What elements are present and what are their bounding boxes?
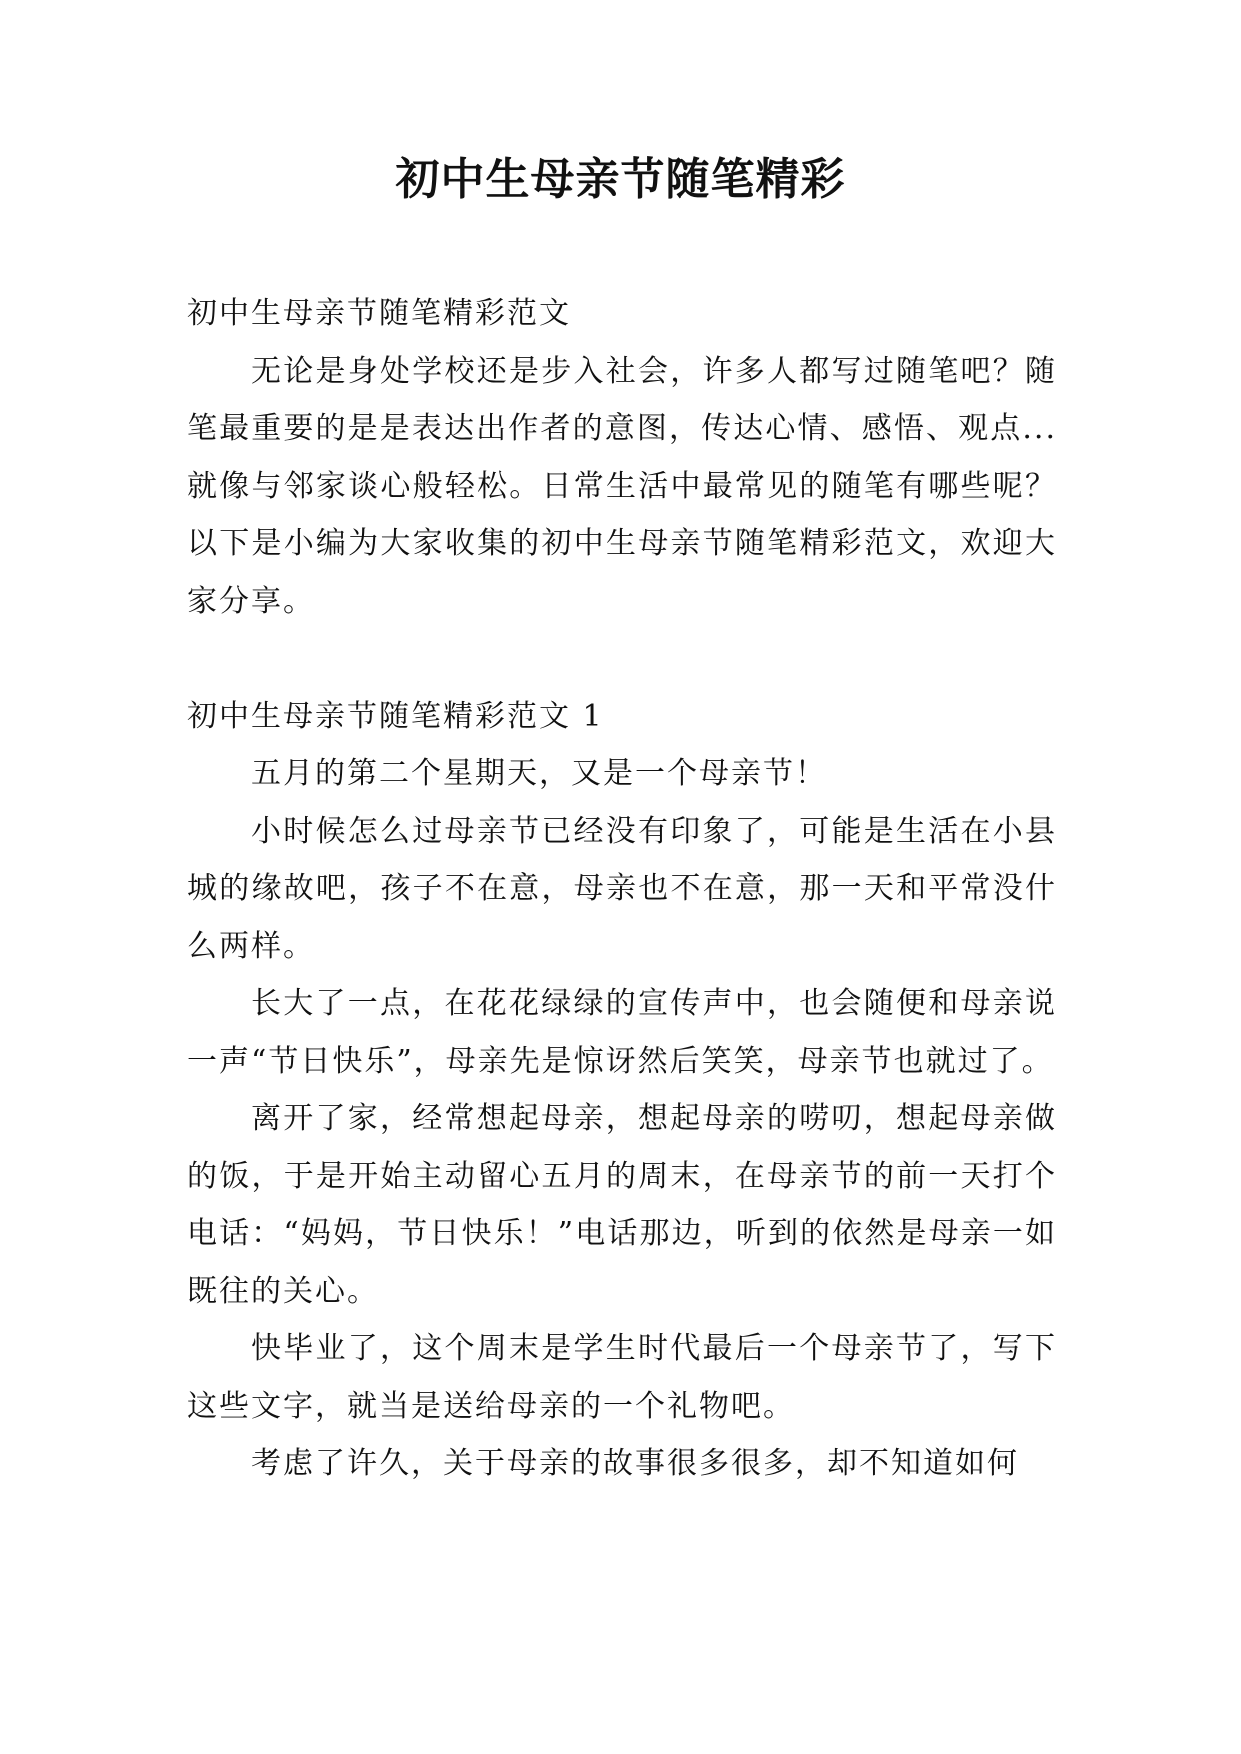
body-paragraph-1: 五月的第二个星期天，又是一个母亲节！ xyxy=(251,756,827,791)
document-body xyxy=(187,285,1057,1493)
body-paragraph-6: 考虑了许久，关于母亲的故事很多很多，却不知道如何 xyxy=(251,1446,1019,1481)
body-paragraph-4: 离开了家，经常想起母亲，想起母亲的唠叨，想起母亲做的饭，于是开始主动留心五月的周末，在母亲节的前一天打个电话：“妈妈，节日快乐！”电话那边，听到的依然是母亲一如既往的关心。 xyxy=(187,1101,1057,1309)
section-spacer xyxy=(187,630,1057,688)
body-paragraph-3: 长大了一点，在花花绿绿的宣传声中，也会随便和母亲说一声“节日快乐”，母亲先是惊讶然后笑笑，母亲节也就过了。 xyxy=(187,986,1057,1079)
body-paragraph-5: 快毕业了，这个周末是学生时代最后一个母亲节了，写下这些文字，就当是送给母亲的一个礼物吧。 xyxy=(187,1331,1057,1424)
intro-paragraph: 无论是身处学校还是步入社会，许多人都写过随笔吧？随笔最重要的是是表达出作者的意图，传达心情、感悟、观点...就像与邻家谈心般轻松。日常生活中最常见的随笔有哪些呢？以下是小编为大家收集的初中生母亲节随笔精彩范文，欢迎大家分享。 xyxy=(187,353,1057,619)
body-paragraph-2: 小时候怎么过母亲节已经没有印象了，可能是生活在小县城的缘故吧，孩子不在意，母亲也不在意，那一天和平常没什么两样。 xyxy=(187,813,1057,964)
intro-heading: 初中生母亲节随笔精彩范文 xyxy=(187,296,571,331)
section1-heading: 初中生母亲节随笔精彩范文 1 xyxy=(187,698,604,734)
document-title: 初中生母亲节随笔精彩 xyxy=(395,154,846,205)
